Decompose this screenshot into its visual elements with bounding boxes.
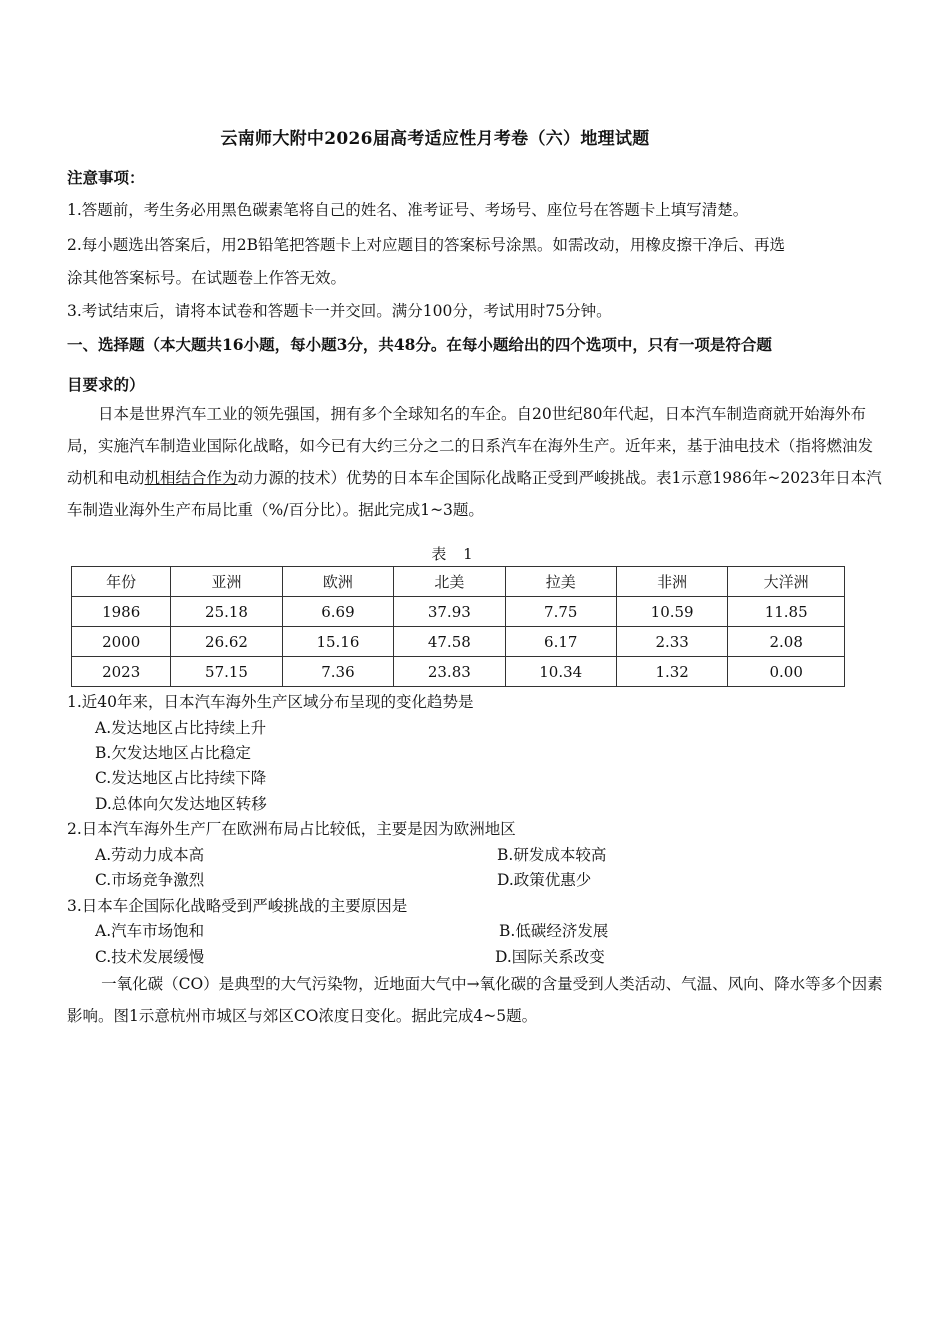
question-1-option-a: A.发达地区占比持续上升 [95, 719, 267, 737]
table-cell: 37.93 [394, 597, 505, 627]
section1-heading-line1: 一、选择题（本大题共16小题，每小题3分，共48分。在每小题给出的四个选项中，只有一项是符合题 [67, 335, 772, 354]
passage-1-underlined: 机相结合作为 [144, 469, 238, 487]
table-cell: 11.85 [728, 597, 845, 627]
table-header-cell: 非洲 [616, 567, 727, 597]
table-cell: 10.34 [505, 657, 616, 687]
table-cell: 7.36 [282, 657, 393, 687]
question-2-option-b: B.研发成本较高 [497, 846, 607, 864]
question-2-option-c: C.市场竞争激烈 [95, 871, 205, 889]
table-cell: 0.00 [728, 657, 845, 687]
table-header-cell: 北美 [394, 567, 505, 597]
table-header-cell: 亚洲 [171, 567, 282, 597]
question-1-option-b: B.欠发达地区占比稳定 [95, 744, 251, 762]
table-row [72, 627, 845, 657]
table-cell: 2000 [72, 627, 171, 657]
table-cell: 57.15 [171, 657, 282, 687]
table-cell: 2.08 [728, 627, 845, 657]
table-row [72, 657, 845, 687]
question-3-stem: 3.日本车企国际化战略受到严峻挑战的主要原因是 [67, 897, 408, 915]
notice-item-2-cont: 涂其他答案标号。在试题卷上作答无效。 [67, 269, 347, 287]
table-cell: 26.62 [171, 627, 282, 657]
table-cell: 6.69 [282, 597, 393, 627]
passage-1-part1: 日本是世界汽车工业的领先强国，拥有多个全球知名的车企。自20世纪80年代起，日本汽车制造商就开始海外布局，实施汽车制造业国际化战略，如今已有大约三分之二的日系汽车在海外生产。近年来，基于油电技术（指将燃油发动机和电动 [67, 405, 874, 487]
page-title: 云南师大附中2026届高考适应性月考卷（六）地理试题 [220, 129, 650, 149]
table-cell: 7.75 [505, 597, 616, 627]
notice-item-2: 2.每小题选出答案后，用2B铅笔把答题卡上对应题目的答案标号涂黑。如需改动，用橡皮擦干净后、再选 [67, 236, 786, 254]
passage-1-part2: 动力源的技术）优势的日本车企国际化战略正受到严峻挑战。表1示意1986年~2023年日本汽车制造业海外生产布局比重（%/百分比）。据此完成1~3题。 [67, 469, 882, 519]
table-cell: 1986 [72, 597, 171, 627]
table-cell: 2.33 [616, 627, 727, 657]
table-header-cell: 大洋洲 [728, 567, 845, 597]
table-cell: 15.16 [282, 627, 393, 657]
notice-heading: 注意事项： [67, 168, 145, 187]
passage-2: 一氧化碳（CO）是典型的大气污染物，近地面大气中→氧化碳的含量受到人类活动、气温、风向、降水等多个因素影响。图1示意杭州市城区与郊区CO浓度日变化。据此完成4~5题。 [67, 975, 883, 1025]
table-row [72, 597, 845, 627]
question-3-option-a: A.汽车市场饱和 [95, 922, 205, 940]
notice-item-1: 1.答题前，考生务必用黑色碳素笔将自己的姓名、准考证号、考场号、座位号在答题卡上填写清楚。 [67, 201, 749, 219]
table-cell: 6.17 [505, 627, 616, 657]
table-cell: 2023 [72, 657, 171, 687]
passage-1 [67, 398, 887, 526]
question-2-option-d: D.政策优惠少 [497, 871, 592, 889]
notice-item-3: 3.考试结束后，请将本试卷和答题卡一并交回。满分100分，考试用时75分钟。 [67, 302, 612, 320]
table-header-row [72, 567, 845, 597]
section1-heading-line2: 目要求的） [67, 375, 145, 394]
table-header-cell: 欧洲 [282, 567, 393, 597]
table-cell: 25.18 [171, 597, 282, 627]
question-3-option-c: C.技术发展缓慢 [95, 948, 205, 966]
data-table [71, 566, 845, 687]
question-3-option-b: B.低碳经济发展 [499, 922, 609, 940]
question-1-option-d: D.总体向欠发达地区转移 [95, 795, 267, 813]
table-cell: 23.83 [394, 657, 505, 687]
table-caption: 表 1 [431, 545, 479, 563]
question-1-stem: 1.近40年来，日本汽车海外生产区域分布呈现的变化趋势是 [67, 693, 474, 711]
table-cell: 47.58 [394, 627, 505, 657]
question-3-option-d: D.国际关系改变 [495, 948, 605, 966]
table-cell: 1.32 [616, 657, 727, 687]
question-1-option-c: C.发达地区占比持续下降 [95, 769, 267, 787]
table-header-cell: 拉美 [505, 567, 616, 597]
table-cell: 10.59 [616, 597, 727, 627]
question-2-option-a: A.劳动力成本高 [95, 846, 205, 864]
table-header-cell: 年份 [72, 567, 171, 597]
question-2-stem: 2.日本汽车海外生产厂在欧洲布局占比较低，主要是因为欧洲地区 [67, 820, 516, 838]
